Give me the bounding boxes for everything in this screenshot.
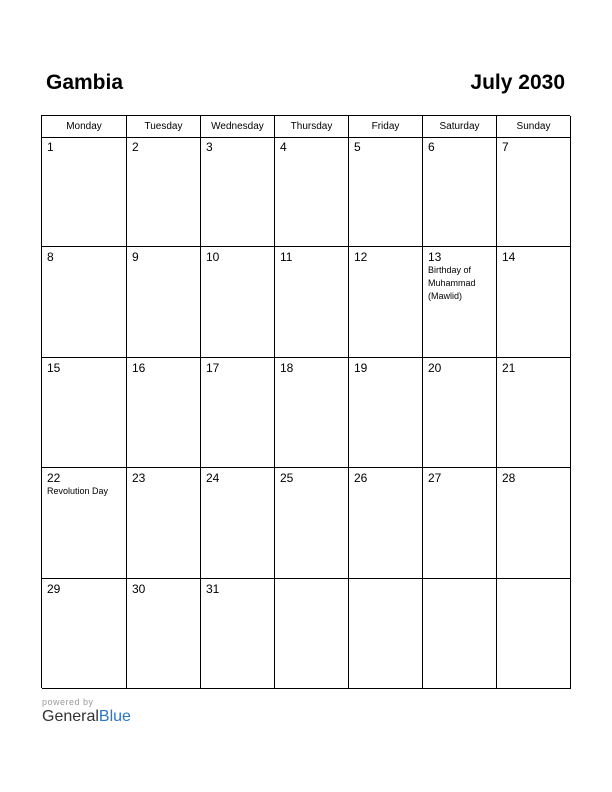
day-cell	[201, 468, 275, 578]
month-year-title: July 2030	[470, 71, 565, 94]
day-number: 5	[354, 140, 361, 154]
day-cell	[497, 468, 571, 578]
weekday-header-monday: Monday	[42, 116, 127, 138]
country-title: Gambia	[46, 71, 124, 94]
footer-branding	[42, 697, 131, 726]
weekday-header-thursday: Thursday	[275, 116, 349, 138]
day-grid	[42, 137, 570, 689]
day-cell	[349, 579, 423, 689]
generalblue-logo[interactable]	[42, 708, 131, 726]
day-cell	[275, 358, 349, 468]
day-cell	[127, 468, 201, 578]
weekday-header-sunday: Sunday	[497, 116, 571, 138]
day-number: 19	[354, 360, 368, 375]
day-cell	[349, 358, 423, 468]
day-cell	[349, 137, 423, 247]
day-cell	[42, 468, 127, 578]
day-number: 27	[428, 471, 442, 486]
day-number: 25	[280, 471, 294, 486]
holiday-label: Birthday of Muhammad (Mawlid)	[428, 265, 476, 302]
day-number: 6	[428, 140, 435, 154]
day-number: 9	[132, 250, 139, 265]
day-number: 3	[206, 140, 213, 154]
weekday-header-tuesday: Tuesday	[127, 116, 201, 138]
day-number: 24	[206, 471, 220, 486]
day-number: 12	[354, 250, 368, 265]
powered-by-text: powered by	[42, 697, 94, 707]
day-cell	[423, 579, 497, 689]
day-number: 20	[428, 360, 442, 375]
day-cell	[201, 137, 275, 247]
weekday-header-row	[42, 116, 570, 137]
day-number: 1	[47, 140, 54, 154]
day-number: 21	[502, 360, 516, 375]
day-cell	[275, 579, 349, 689]
day-cell	[42, 247, 127, 357]
day-number: 28	[502, 471, 516, 486]
day-number: 31	[206, 581, 220, 596]
day-number: 15	[47, 360, 61, 375]
day-number: 2	[132, 140, 139, 154]
day-cell	[497, 247, 571, 357]
brand-general-text: General	[42, 708, 99, 725]
calendar-grid	[41, 115, 570, 688]
day-number: 8	[47, 250, 54, 265]
day-cell	[275, 137, 349, 247]
day-cell	[423, 468, 497, 578]
day-number: 13	[428, 250, 442, 265]
weekday-header-wednesday: Wednesday	[201, 116, 275, 138]
day-number: 14	[502, 250, 516, 265]
day-cell	[127, 358, 201, 468]
day-cell	[275, 468, 349, 578]
day-cell	[42, 579, 127, 689]
day-cell	[201, 358, 275, 468]
day-number: 30	[132, 581, 146, 596]
day-cell	[201, 579, 275, 689]
day-number: 29	[47, 581, 61, 596]
day-cell	[349, 247, 423, 357]
day-cell	[423, 137, 497, 247]
day-cell	[201, 247, 275, 357]
day-cell	[497, 358, 571, 468]
weekday-header-friday: Friday	[349, 116, 423, 138]
day-cell	[127, 137, 201, 247]
day-number: 11	[280, 250, 293, 265]
day-cell	[275, 247, 349, 357]
day-cell	[423, 358, 497, 468]
day-number: 10	[206, 250, 220, 265]
day-number: 17	[206, 360, 220, 375]
holiday-label: Revolution Day	[47, 486, 109, 497]
day-cell	[497, 579, 571, 689]
day-number: 22	[47, 471, 61, 486]
day-cell	[497, 137, 571, 247]
weekday-header-saturday: Saturday	[423, 116, 497, 138]
day-number: 4	[280, 140, 287, 154]
day-cell	[42, 137, 127, 247]
day-number: 26	[354, 471, 368, 486]
day-cell	[42, 358, 127, 468]
day-cell	[423, 247, 497, 357]
day-cell	[127, 579, 201, 689]
brand-blue-text: Blue	[98, 708, 131, 725]
day-number: 23	[132, 471, 146, 486]
day-number: 16	[132, 360, 146, 375]
day-cell	[127, 247, 201, 357]
day-cell	[349, 468, 423, 578]
day-number: 7	[502, 140, 509, 154]
day-number: 18	[280, 360, 294, 375]
